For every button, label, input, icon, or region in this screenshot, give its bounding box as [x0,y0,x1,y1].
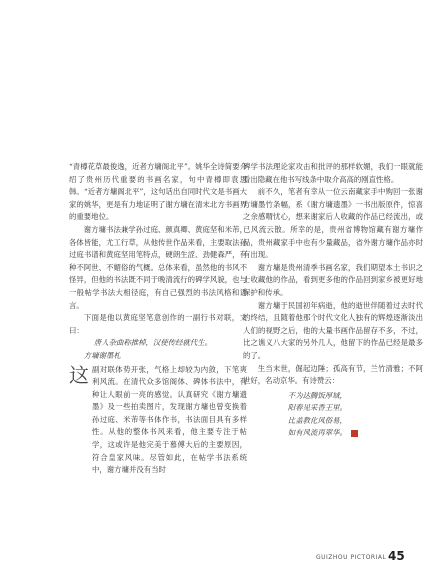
poem-line: 不为达腾饭厚域， [287,390,347,400]
poem-line [243,427,423,440]
poem-line-text: 如有风流再翠华。 [287,428,347,438]
article-paragraph: 下面是他以黄庭坚笔意创作的一副行书对联，文曰： [69,313,247,335]
article-right-column [243,161,423,440]
article-paragraph: 生当末世，倔起边陲；孤高有节，兰竹清雅；不阿世好，名动京华。有诗赞云： [243,363,423,386]
poem-line: 阳春见采香王里。 [287,403,347,413]
article-paragraph: 谢方墉书法兼学孙过庭、颜真卿、黄庭坚和米芾，各体皆能，尤工行草，从他传世作品来看，主要取法孙过庭书谱和黄庭坚用笔特点，硬朗生涩、劲健森严，有种不阿世、不媚俗的气概。总体来看，虽然他的书风不怪异，但他的书法既不同于晚清流行的碑学风貌，也与一般帖学书法大相径庭，有自己强烈的书法风格和语言。 [69,224,247,310]
dropcap-paragraph [69,364,247,477]
couplet-signature: 方墉谢墨札 [83,350,121,360]
magazine-name: GUIZHOU PICTORIAL [316,554,387,561]
article-paragraph: 谢方墉于民国初年病逝，他的逝世伴随着过去时代的终结，且随着他那个时代文化人独有的辉煌逐渐淡出人们的视野之后，他的大量书画作品留存不多，不过，比之谯义八大家的另外几人，他留下的作品已经是最多的了。 [243,300,423,360]
poem-line: 比盖教化风俗易， [287,415,347,425]
dropcap: 这 [69,362,89,387]
article-left-column [69,161,247,478]
end-stamp-icon [351,430,358,437]
poem [243,390,423,440]
couplet-line: 唐人杂曲称推棹，汉使传经就代生。 [93,338,213,348]
article-paragraph: 前不久，笔者有幸从一位云南藏家手中购回一张谢方墉墨竹条幅，系《谢方墉遗墨》一书出版原件，惊喜之余感喟忧心，想来谢家后人收藏的作品已经流出，或已风流云散。所幸的是，贵州省博物馆藏有谢方墉作品，贵州藏家手中也有少量藏品，省外谢方墉作品亦时有出现。 [243,187,423,260]
article-paragraph: 副对联体势开张，气格上却较为内敛，下笔爽利风流。在清代众多馆阁体、碑体书法中，有种让人眼前一亮的感觉。认真研究《谢方墉遗墨》及一些拍卖图片，发现谢方墉也曾变换着孙过庭、米芾等书体作书，书法面目具有多样性。从他的整体书风来看，他主要专注于帖学，这或许是他完美于慕傅大后的主要原因，符合皇家风味。尽管如此，在帖学书法系统中，谢方墉并没有当时 [92,364,247,475]
page-number: 45 [388,549,405,563]
article-paragraph: “青樽花草最俊逸，近者方墉阁北平”。姚华全诗简要介绍了贵州历代重要的书画名家，句中青樽即袁思韩。“近者方墉阁北平”，这句话出自同时代文是书画大家的姚华，更是有力地证明了谢方墉在清末北方书画界的重要地位。 [69,162,247,222]
article-paragraph: 谢方墉是贵州清季书画名家，我们期望本土书识之士收藏他的作品，看到更多他的作品回到家乡被更好地保护和传承。 [243,262,423,297]
article-paragraph: 碑学书法理论家攻击和批评的那样软媚，我们一眼就能看出隐藏在他书写线条中取介高高的刚直性格。 [243,162,423,184]
